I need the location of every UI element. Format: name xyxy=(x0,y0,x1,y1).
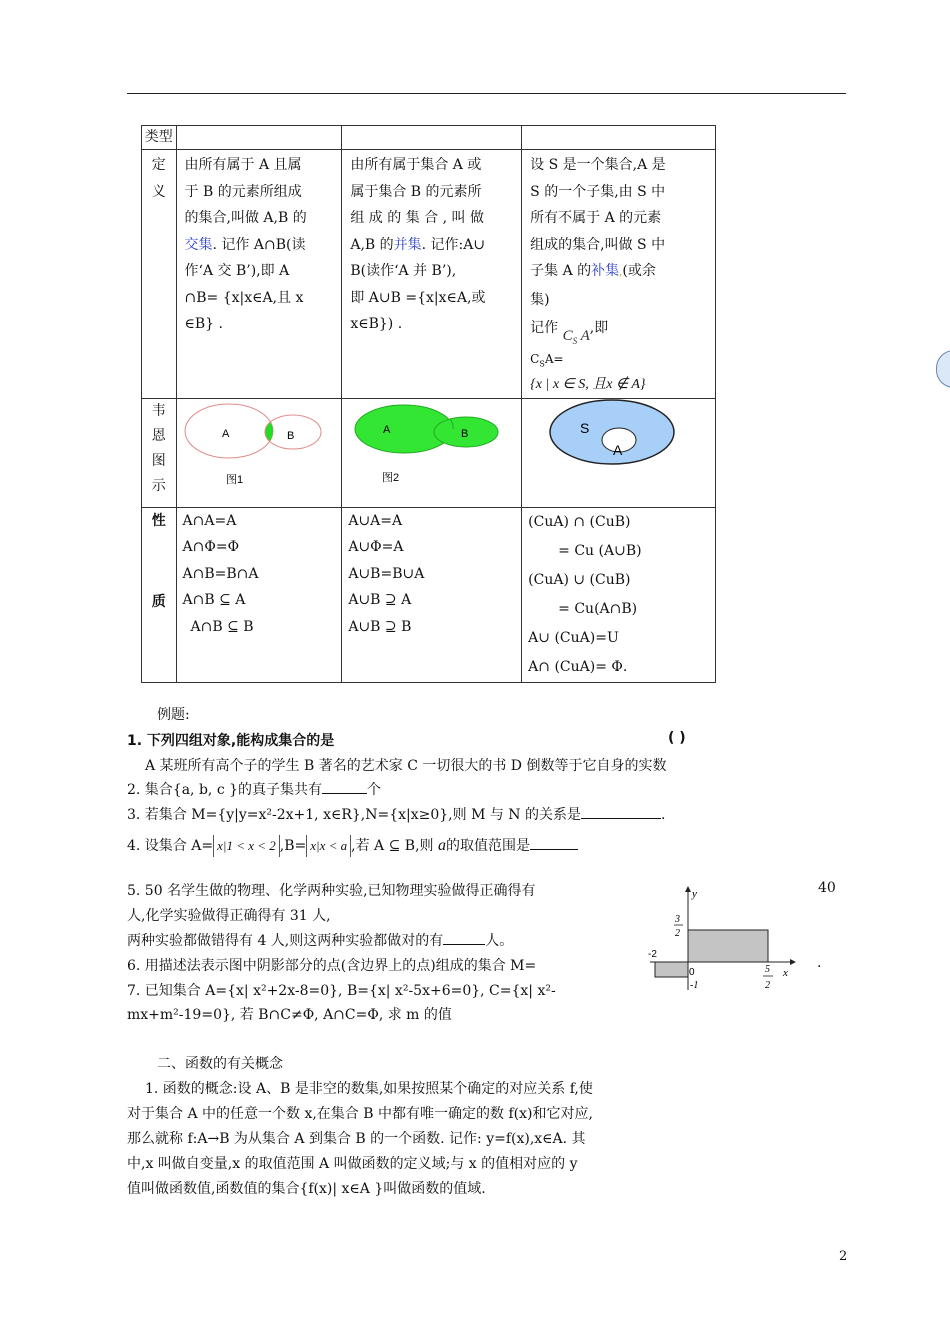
text-line: 所有不属于 A 的元素 xyxy=(530,210,662,226)
venn-row xyxy=(142,399,716,508)
definition-row xyxy=(142,150,716,399)
properties-row xyxy=(142,507,716,682)
x-tick-left: -2 xyxy=(648,949,657,960)
text-line: x∈B}) . xyxy=(350,316,403,332)
text-line: ∈B} . xyxy=(184,316,223,332)
spacer xyxy=(142,534,176,589)
venn-intersection-cell xyxy=(176,399,342,508)
intersection-definition xyxy=(176,150,342,399)
venn-a-label: A xyxy=(613,442,623,458)
text-line: 由所有属于 A 且属 xyxy=(184,157,302,173)
text-fragment: ,若 A ⊆ B,则 xyxy=(351,838,434,854)
question-6: 6. 用描述法表示图中阴影部分的点(含边界上的点)组成的集合 M= xyxy=(127,958,537,974)
y-tick-num: 3 xyxy=(675,914,680,925)
text-line: B(读作‘A 并 B’), xyxy=(350,263,457,279)
shaded-rect-lower xyxy=(655,962,688,977)
shaded-rect-upper xyxy=(688,930,768,962)
x-tick-num: 5 xyxy=(765,964,770,975)
venn-union-cell xyxy=(342,399,522,508)
property-item: (CuA) ∩ (CuB) xyxy=(528,513,631,530)
text-line: 于 B 的元素所组成 xyxy=(184,183,302,200)
text-line: 作‘A 交 B’),即 A xyxy=(184,263,290,279)
text-fragment: 子集 A 的 xyxy=(530,263,592,279)
question-7-line-2: mx+m²-19=0}, 若 B∩C≠Φ, A∩C=Φ, 求 m 的值 xyxy=(127,1007,452,1023)
text-line: 组 成 的 集 合 , 叫 做 xyxy=(350,210,484,226)
venn-char: 图 xyxy=(151,453,166,469)
set-b-notation: x|x < a xyxy=(306,835,351,857)
text-fragment: C xyxy=(530,352,540,366)
answer-blank[interactable] xyxy=(443,930,485,945)
text-line xyxy=(185,232,335,259)
prop-char-2: 质 xyxy=(151,593,166,610)
variable-a: a xyxy=(437,837,446,854)
text-fragment: (或余 xyxy=(622,263,656,279)
text-fragment: 4. 设集合 A= xyxy=(127,838,214,854)
header-col2 xyxy=(342,126,522,150)
y-tick-bottom: -1 xyxy=(690,980,699,991)
header-col1 xyxy=(176,126,342,150)
text-line xyxy=(350,232,514,259)
notation-a: A xyxy=(580,328,590,344)
property-item: A∪B ⊇ B xyxy=(348,618,412,635)
paragraph-line: 那么就称 f:A→B 为从集合 A 到集合 B 的一个函数. 记作: y=f(x),x∈A. 其 xyxy=(127,1131,586,1147)
def-char-1: 定 xyxy=(151,157,166,173)
text-fragment: . xyxy=(661,807,666,823)
answer-blank[interactable] xyxy=(322,779,367,794)
notation-sub: S xyxy=(572,336,578,346)
question-3 xyxy=(127,804,665,824)
complement-formula-label xyxy=(530,349,708,374)
text-fragment: 的取值范围是 xyxy=(445,838,530,854)
text-line: 组成的集合,叫做 S 中 xyxy=(530,236,666,253)
text-fragment: . 记作 A∩B(读 xyxy=(212,236,306,253)
properties-label xyxy=(142,507,177,682)
venn-intersection-diagram xyxy=(177,399,335,497)
complement-notation xyxy=(563,328,590,344)
figure-caption-2: 图2 xyxy=(382,472,400,484)
text-line: ∩B= {x|x∈A,且 x xyxy=(184,289,304,306)
property-item: A∩A=A xyxy=(182,512,237,529)
property-item: A∩B ⊆ B xyxy=(190,618,254,635)
venn-label xyxy=(142,399,177,508)
text-line xyxy=(530,258,708,287)
venn-a-label: A xyxy=(383,424,391,436)
set-operations-table xyxy=(141,125,716,683)
x-axis-arrow xyxy=(790,959,796,965)
question-5-number: 40 xyxy=(818,880,836,896)
text-fragment: 3. 若集合 M={y|y=x²-2x+1, x∈R},N={x|x≥0},则 M 与 N 的关系是 xyxy=(127,807,582,823)
examples-heading: 例题: xyxy=(157,707,190,723)
term-intersection: 交集 xyxy=(184,236,213,253)
text-fragment: 个 xyxy=(367,782,382,798)
text-fragment: 两种实验都做错得有 4 人,则这两种实验都做对的有 xyxy=(127,933,444,949)
text-line: 即 A∪B ={x|x∈A,或 xyxy=(350,289,486,306)
text-fragment: A,B 的 xyxy=(350,236,394,253)
side-tab-button[interactable] xyxy=(936,350,950,388)
paragraph-line: 1. 函数的概念:设 A、B 是非空的数集,如果按照某个确定的对应关系 f,使 xyxy=(145,1081,593,1097)
answer-paren: ( ) xyxy=(668,730,686,746)
text-fragment: ,B= xyxy=(279,838,307,854)
set-a-notation: x|1 < x < 2 xyxy=(213,835,280,857)
origin-label: 0 xyxy=(689,967,695,978)
prop-char-1: 性 xyxy=(151,512,166,529)
notation-c: C xyxy=(562,328,573,344)
text-line: 集) xyxy=(530,291,550,308)
text-fragment: A= xyxy=(544,352,564,366)
text-line: 的集合,叫做 A,B 的 xyxy=(184,210,307,226)
venn-complement-cell xyxy=(522,399,716,508)
text-line: S 的一个子集,由 S 中 xyxy=(530,183,666,200)
text-fragment: 2. 集合{a, b, c }的真子集共有 xyxy=(127,782,323,798)
y-axis-arrow xyxy=(685,886,691,892)
property-item: (CuA) ∪ (CuB) xyxy=(528,571,631,588)
venn-s-label: S xyxy=(580,420,590,436)
text-fragment: S xyxy=(539,359,545,369)
x-axis-label: x xyxy=(783,967,788,979)
y-tick-den: 2 xyxy=(675,928,680,939)
table-header-row xyxy=(142,126,716,150)
text-fragment: . 记作:A∪ xyxy=(421,236,486,253)
def-char-2: 义 xyxy=(151,183,166,200)
text-line: 属于集合 B 的元素所 xyxy=(350,183,482,200)
venn-a-label: A xyxy=(221,428,229,440)
property-item: A∩ (CuA)= Φ. xyxy=(528,658,628,675)
question-2 xyxy=(127,779,381,799)
definition-label xyxy=(142,150,177,399)
property-item: A∪A=A xyxy=(348,512,403,529)
header-col3 xyxy=(522,126,716,150)
venn-b-label: B xyxy=(461,428,469,440)
complement-formula: {x | x ∈ S, 且x ∉ A} xyxy=(530,377,646,393)
complement-properties xyxy=(522,507,716,682)
answer-blank[interactable] xyxy=(530,835,578,850)
venn-b-label: B xyxy=(286,430,294,442)
figure-caption-1: 图1 xyxy=(225,474,243,486)
property-item: A∩Φ=Φ xyxy=(182,539,240,555)
question-7-line-1: 7. 已知集合 A={x| x²+2x-8=0}, B={x| x²-5x+6=0}, C={x| x²- xyxy=(127,983,556,999)
property-item: A∪B=B∪A xyxy=(348,565,425,582)
answer-blank[interactable] xyxy=(581,804,661,819)
paragraph-line: 值叫做函数值,函数值的集合{f(x)| x∈A }叫做函数的值域. xyxy=(127,1181,486,1197)
header-rule xyxy=(127,93,846,94)
property-item: A∩B ⊆ A xyxy=(182,592,246,608)
venn-union-diagram xyxy=(342,399,514,497)
text-fragment: 人。 xyxy=(485,933,514,949)
property-item: A∪Φ=A xyxy=(348,539,404,555)
term-complement: 补集 xyxy=(591,263,620,279)
property-item: A∪B ⊇ A xyxy=(348,592,412,608)
x-tick-den: 2 xyxy=(765,980,770,991)
question-5-line-2: 人,化学实验做得正确得有 31 人, xyxy=(127,908,331,924)
term-union: 并集 xyxy=(393,236,422,253)
venn-char: 恩 xyxy=(151,428,166,444)
venn-char: 韦 xyxy=(151,403,166,419)
page-number: 2 xyxy=(839,1249,848,1264)
venn-char: 示 xyxy=(151,478,166,494)
complement-definition xyxy=(522,150,716,399)
intersection-properties xyxy=(176,507,342,682)
property-item: A∩B=B∩A xyxy=(182,565,259,582)
small-mark: , xyxy=(619,267,623,278)
property-item: A∪ (CuA)=U xyxy=(528,629,619,646)
question-5-line-1: 5. 50 名学生做的物理、化学两种实验,已知物理实验做得正确得有 xyxy=(127,883,536,899)
header-type: 类型 xyxy=(142,126,177,150)
paragraph-line: 中,x 叫做自变量,x 的取值范围 A 叫做函数的定义域;与 x 的值相对应的 y xyxy=(127,1156,578,1172)
question-5-line-3 xyxy=(127,930,513,950)
property-item: = Cu (A∪B) xyxy=(558,542,642,559)
section-2-heading: 二、函数的有关概念 xyxy=(157,1056,283,1072)
text-line: 设 S 是一个集合,A 是 xyxy=(530,157,666,173)
text-fragment: ,即 xyxy=(589,320,609,336)
shaded-region-graph xyxy=(640,880,800,1000)
paragraph-line: 对于集合 A 中的任意一个数 x,在集合 B 中都有唯一确定的数 f(x)和它对应, xyxy=(127,1106,593,1122)
text-line xyxy=(530,313,708,346)
property-item: = Cu(A∩B) xyxy=(558,600,638,617)
y-axis-label: y xyxy=(692,888,697,900)
question-1-options: A 某班所有高个子的学生 B 著名的艺术家 C 一切很大的书 D 倒数等于它自身的实数 xyxy=(145,758,667,774)
text-fragment: 记作 xyxy=(530,320,559,336)
question-6-dot: . xyxy=(817,955,822,971)
venn-complement-diagram xyxy=(522,399,708,497)
text-line: 由所有属于集合 A 或 xyxy=(350,157,482,173)
question-1: 1. 下列四组对象,能构成集合的是 xyxy=(127,733,335,749)
union-properties xyxy=(342,507,522,682)
union-definition xyxy=(342,150,522,399)
question-4 xyxy=(127,835,578,857)
